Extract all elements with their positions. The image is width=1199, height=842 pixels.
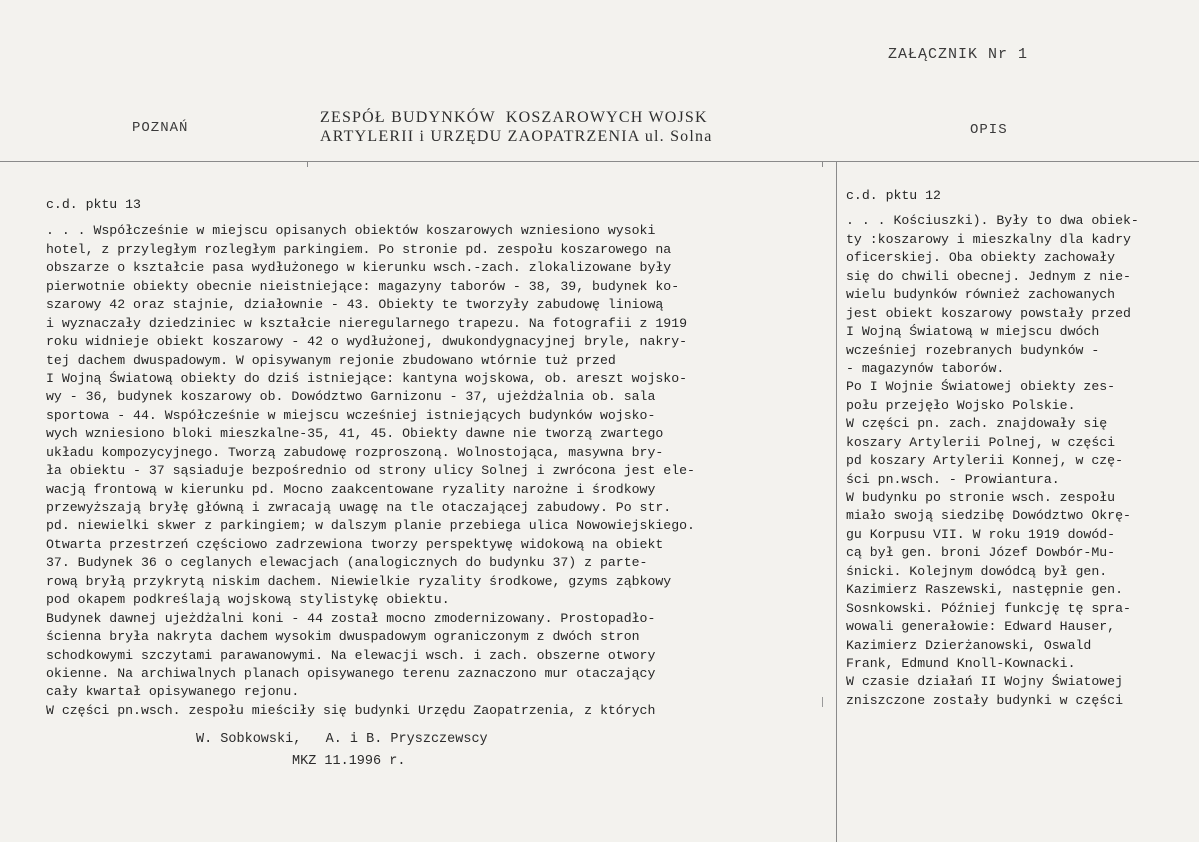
- text-line: . . . Współcześnie w miejscu opisanych obiektów koszarowych wzniesiono wysoki: [46, 223, 656, 239]
- document-title: [320, 108, 713, 146]
- text-line: ła obiektu - 37 sąsiaduje bezpośrednio od strony ulicy Solnej i zwrócona jest ele-: [46, 463, 695, 479]
- column-divider: [836, 161, 837, 842]
- footer-signature: [196, 729, 488, 773]
- text-line: rową bryłą przykrytą niskim dachem. Niewielkie ryzality środkowe, gzyms ząbkowy: [46, 573, 672, 589]
- text-line: przewyższają bryłę główną i zwracają uwagę na tle otaczającej zabudowy. Po str.: [46, 500, 672, 515]
- text-line: pd. niewielki skwer z parkingiem; w dalszym planie przebiega ulica Nowowiejskiego.: [46, 518, 695, 534]
- text-line: śnicki. Kolejnym dowódcą był gen.: [846, 563, 1108, 579]
- text-line: wielu budynków również zachowanych: [846, 287, 1116, 303]
- text-line: ty :koszarowy i mieszkalny dla kadry: [846, 231, 1131, 247]
- text-line: wacją frontową w kierunku pd. Mocno zaakcentowane ryzality narożne i środkowy: [46, 481, 656, 497]
- text-line: Kazimierz Raszewski, następnie gen.: [846, 582, 1123, 598]
- text-line: cą był gen. broni Józef Dowbór-Mu-: [846, 545, 1116, 561]
- text-line: wych wzniesiono bloki mieszkalne-35, 41, 45. Obiekty dawne nie tworzą zwartego: [46, 426, 664, 442]
- text-line: - magazynów taborów.: [846, 360, 1005, 376]
- text-line: cały kwartał opisywanego rejonu.: [46, 684, 300, 700]
- text-line: pierwotnie obiekty obecnie nieistniejące: magazyny taborów - 38, 39, budynek ko-: [46, 278, 680, 294]
- continuation-label: c.d. pktu 13: [46, 197, 141, 212]
- text-line: zniszczone zostały budynki w części: [846, 692, 1123, 708]
- text-line: I Wojną Światową obiekty do dziś istniejące: kantyna wojskowa, ob. areszt wojsko-: [46, 370, 688, 386]
- attachment-label: ZAŁĄCZNIK Nr 1: [888, 46, 1029, 63]
- text-line: I Wojną Światową w miejscu dwóch: [846, 324, 1100, 340]
- authors-line: W. Sobkowski, A. i B. Pryszczewscy: [196, 732, 488, 747]
- text-line: połu przejęło Wojsko Polskie.: [846, 397, 1076, 413]
- text-line: W części pn.wsch. zespołu mieściły się budynki Urzędu Zaopatrzenia, z których: [46, 702, 656, 718]
- city-label: POZNAŃ: [132, 120, 189, 136]
- text-line: wcześniej rozebranych budynków -: [846, 342, 1100, 358]
- text-line: ścienna bryła nakryta dachem wysokim dwuspadowym ograniczonym z dwóch stron: [46, 629, 640, 645]
- title-line: ARTYLERII i URZĘDU ZAOPATRZENIA ul. Solna: [320, 128, 713, 145]
- text-line: się do chwili obecnej. Jednym z nie-: [846, 268, 1131, 284]
- text-line: wy - 36, budynek koszarowy ob. Dowództwo Garnizonu - 37, ujeżdżalnia ob. sala: [46, 389, 656, 405]
- text-line: szarowy 42 oraz stajnie, działownie - 43. Obiekty te tworzyły zabudowę liniową: [46, 297, 664, 313]
- text-line: W czasie działań II Wojny Światowej: [846, 674, 1123, 690]
- text-line: Po I Wojnie Światowej obiekty zes-: [846, 379, 1116, 395]
- left-column-text: [46, 196, 836, 720]
- text-line: 37. Budynek 36 o ceglanych elewacjach (analogicznych do budynku 37) z parte-: [46, 555, 648, 571]
- tick-mark: [822, 161, 823, 167]
- text-line: pod okapem podkreślają wojskową stylistykę obiektu.: [46, 592, 450, 608]
- text-line: W budynku po stronie wsch. zespołu: [846, 490, 1116, 505]
- text-line: tej dachem dwuspadowym. W opisywanym rejonie zbudowano wtórnie tuż przed: [46, 352, 616, 368]
- text-line: . . . Kościuszki). Były to dwa obiek-: [846, 213, 1139, 229]
- continuation-label: c.d. pktu 12: [846, 188, 941, 203]
- text-line: oficerskiej. Oba obiekty zachowały: [846, 250, 1116, 266]
- text-line: Sosnkowski. Później funkcję tę spra-: [846, 600, 1131, 616]
- text-line: wowali generałowie: Edward Hauser,: [846, 619, 1116, 635]
- text-line: schodkowymi szczytami parawanowymi. Na elewacji wsch. i zach. obszerne otwory: [46, 647, 656, 663]
- title-line: ZESPÓŁ BUDYNKÓW KOSZAROWYCH WOJSK: [320, 109, 708, 126]
- header-divider: [0, 161, 1199, 162]
- text-line: i wyznaczały dziedziniec w kształcie nieregularnego trapezu. Na fotografii z 1919: [46, 315, 688, 331]
- text-line: okienne. Na archiwalnych planach opisywanego terenu zaznaczono mur otaczający: [46, 665, 656, 681]
- text-line: układu kompozycyjnego. Tworzą zabudowę rozproszoną. Wolnostojąca, masywna bry-: [46, 444, 664, 460]
- text-line: hotel, z przyległym rozległym parkingiem. Po stronie pd. zespołu koszarowego na: [46, 241, 672, 257]
- text-line: pd koszary Artylerii Konnej, w czę-: [846, 453, 1123, 469]
- text-line: gu Korpusu VII. W roku 1919 dowód-: [846, 526, 1116, 542]
- text-line: Budynek dawnej ujeżdżalni koni - 44 został mocno zmodernizowany. Prostopadło-: [46, 610, 656, 626]
- text-line: jest obiekt koszarowy powstały przed: [846, 305, 1131, 321]
- text-line: ści pn.wsch. - Prowiantura.: [846, 471, 1060, 487]
- text-line: W części pn. zach. znajdowały się: [846, 416, 1108, 432]
- section-label: OPIS: [970, 122, 1008, 138]
- text-line: Otwarta przestrzeń częściowo zadrzewiona tworzy perspektywę widokową na obiekt: [46, 536, 664, 552]
- text-line: Kazimierz Dzierżanowski, Oswald: [846, 637, 1092, 653]
- right-column-text: [846, 187, 1198, 710]
- text-line: roku widnieje obiekt koszarowy - 42 o wydłużonej, dwukondygnacyjnej bryle, nakry-: [46, 334, 688, 350]
- tick-mark: [307, 161, 308, 167]
- institution-date-line: MKZ 11.1996 r.: [292, 754, 406, 769]
- text-line: sportowa - 44. Współcześnie w miejscu wcześniej istniejących budynków wojsko-: [46, 407, 656, 423]
- text-line: koszary Artylerii Polnej, w części: [846, 434, 1116, 450]
- text-line: Frank, Edmund Knoll-Kownacki.: [846, 655, 1076, 671]
- text-line: miało swoją siedzibę Dowództwo Okrę-: [846, 508, 1131, 524]
- text-line: obszarze o kształcie pasa wydłużonego w kierunku wsch.-zach. zlokalizowane były: [46, 260, 672, 276]
